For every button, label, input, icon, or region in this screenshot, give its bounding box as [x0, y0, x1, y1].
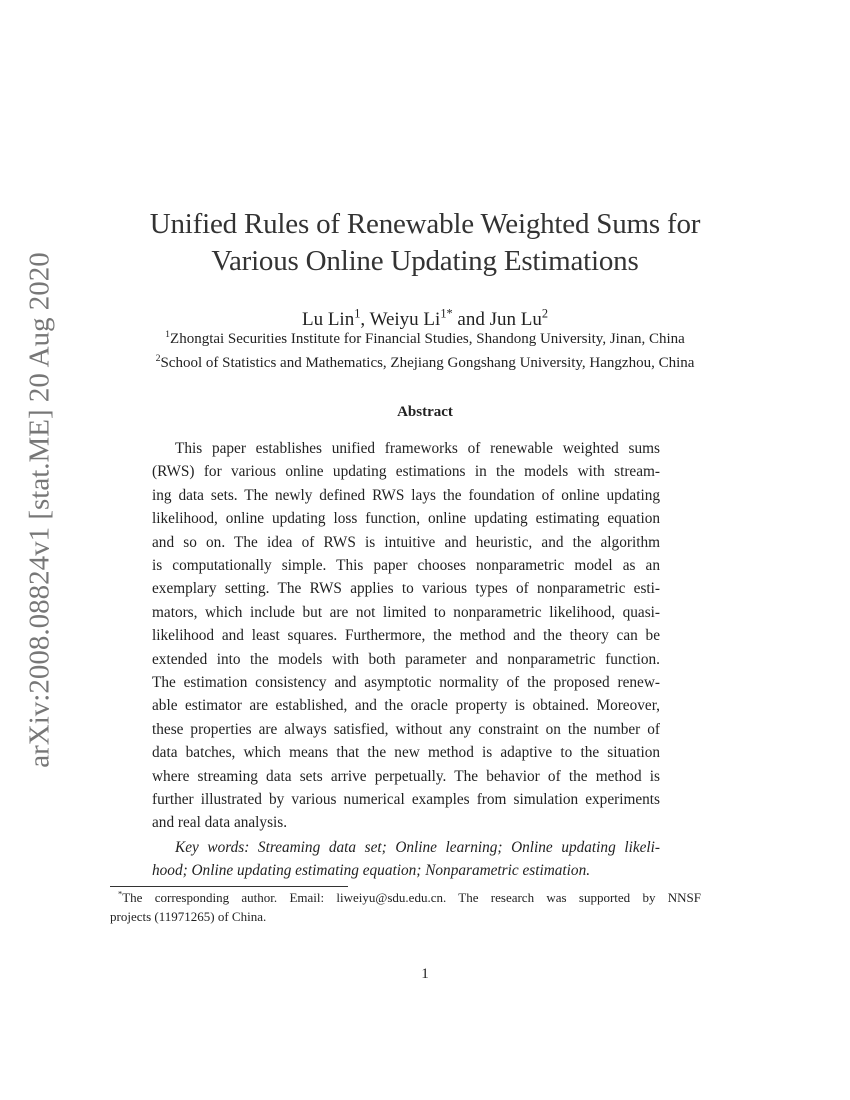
affiliation-mark: 1	[165, 329, 171, 340]
abstract-line: likelihood, online updating loss function, online updating estimating equation	[152, 510, 660, 528]
separator: ,	[360, 309, 370, 330]
abstract-line: these properties are always satisfied, without any constraint on the number of	[152, 720, 660, 738]
abstract-line: is computationally simple. This paper chooses nonparametric model as an	[152, 557, 660, 574]
affiliation-2	[0, 355, 850, 372]
affiliation-1	[0, 331, 850, 348]
abstract-line: likelihood and least squares. Furthermore, the method and the theory can be	[152, 627, 660, 645]
abstract-line: where streaming data sets arrive perpetually. The behavior of the method is	[152, 767, 660, 785]
abstract-line: data batches, which means that the new method is adaptive to the situation	[152, 744, 660, 762]
footnote-line	[118, 890, 701, 906]
keywords-line: Key words: Streaming data set; Online learning; Online updating likeli-	[175, 839, 660, 856]
affiliation-text: School of Statistics and Mathematics, Zhejiang Gongshang University, Hangzhou, China	[160, 355, 695, 371]
affiliation-mark: 2	[155, 353, 161, 364]
abstract-line: and so on. The idea of RWS is intuitive and heuristic, and the algorithm	[152, 533, 660, 551]
abstract-line: exemplary setting. The RWS applies to various types of nonparametric esti-	[152, 580, 660, 598]
footnote-text: The corresponding author. Email: liweiyu@sdu.edu.cn. The research was supported by NNSF	[122, 890, 701, 905]
title-line-2: Various Online Updating Estimations	[211, 245, 639, 277]
author-list	[0, 306, 850, 331]
abstract-line: (RWS) for various online updating estimations in the models with stream-	[152, 463, 660, 481]
abstract-line: ing data sets. The newly defined RWS lays the foundation of online updating	[152, 486, 660, 504]
author-affiliation-mark: 1	[354, 306, 361, 321]
page-number: 1	[421, 966, 429, 982]
arxiv-identifier: arXiv:2008.08824v1 [stat.ME] 20 Aug 2020	[23, 252, 56, 768]
abstract-line: further illustrated by various numerical examples from simulation experiments	[152, 791, 660, 808]
author-name: Jun Lu	[489, 309, 542, 330]
abstract-line: and real data analysis.	[152, 814, 288, 832]
affiliation-text: Zhongtai Securities Institute for Financial Studies, Shandong University, Jinan, China	[170, 331, 685, 347]
keywords-line: hood; Online updating estimating equation; Nonparametric estimation.	[152, 862, 591, 879]
title-line-1: Unified Rules of Renewable Weighted Sums for	[149, 208, 701, 240]
abstract-line: able estimator are established, and the oracle property is obtained. Moreover,	[152, 697, 660, 715]
author-affiliation-mark: 1*	[440, 306, 453, 321]
footnote-mark: *	[118, 888, 123, 899]
footnote-rule	[110, 886, 348, 887]
abstract-line: This paper establishes unified frameworks of renewable weighted sums	[175, 440, 660, 457]
footnote-line: projects (11971265) of China.	[110, 909, 267, 924]
abstract-line: mators, which include but are not limited to nonparametric likelihood, quasi-	[152, 603, 660, 621]
author-affiliation-mark: 2	[541, 306, 549, 321]
author-name: Lu Lin	[301, 309, 355, 330]
author-name: Weiyu Li	[369, 309, 441, 330]
separator: and	[452, 309, 490, 330]
abstract-heading: Abstract	[397, 404, 453, 420]
abstract-line: The estimation consistency and asymptotic normality of the proposed renew-	[152, 674, 660, 691]
abstract-line: extended into the models with both parameter and nonparametric function.	[152, 650, 660, 668]
